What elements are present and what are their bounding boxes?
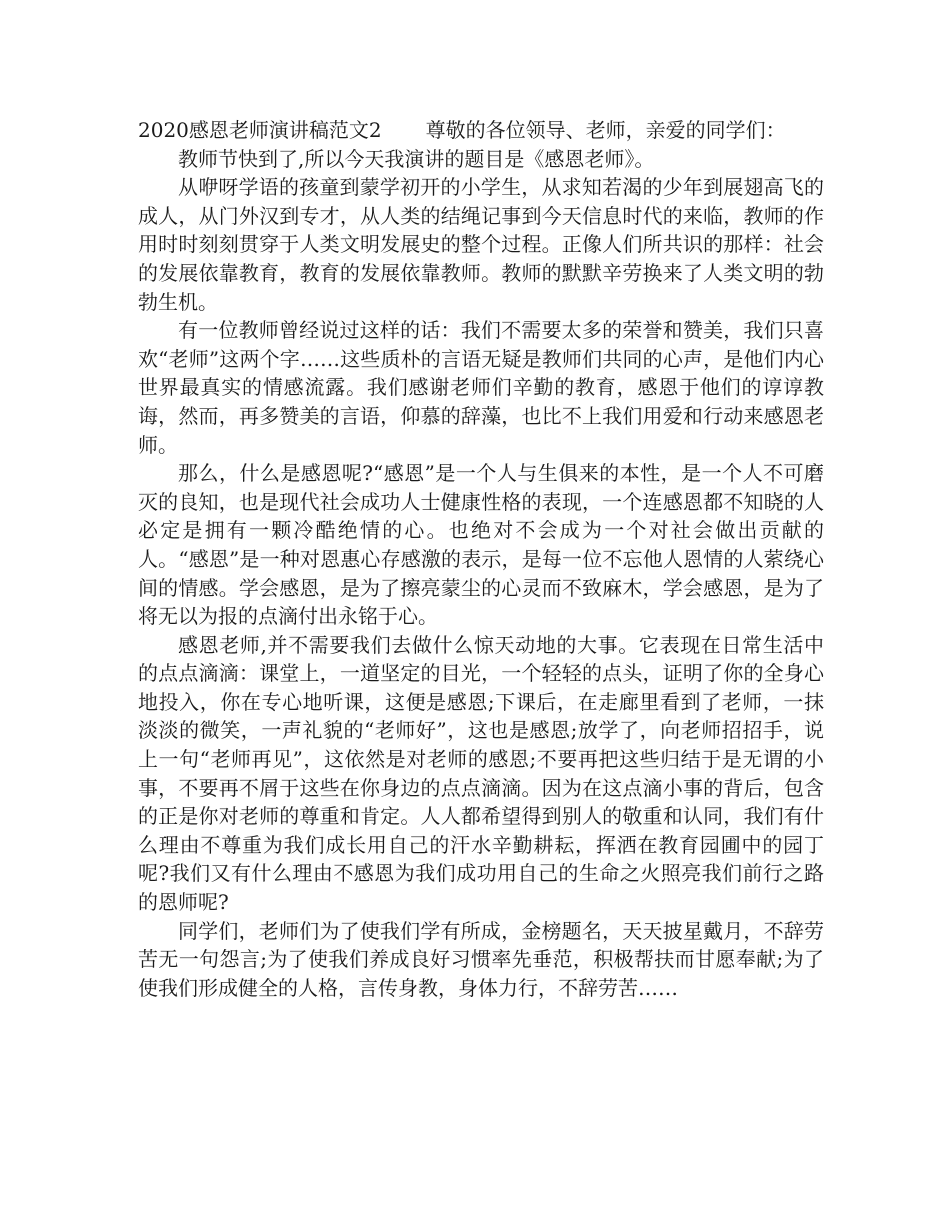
paragraph-2: 从咿呀学语的孩童到蒙学初开的小学生，从求知若渴的少年到展翅高飞的成人，从门外汉到专才，从人类的结绳记事到今天信息时代的来临，教师的作用时时刻刻贯穿于人类文明发展史的整个过程。正像人们所共识的那样：社会的发展依靠教育，教育的发展依靠教师。教师的默默辛劳换来了人类文明的勃勃生机。 — [138, 175, 824, 314]
paragraph-5: 感恩老师,并不需要我们去做什么惊天动地的大事。它表现在日常生活中的点点滴滴：课堂上，一道坚定的目光，一个轻轻的点头，证明了你的全身心地投入，你在专心地听课，这便是感恩;下课后，在走廊里看到了老师，一抹淡淡的微笑，一声礼貌的“老师好”，这也是感恩;放学了，向老师招招手，说上一句“老师再见”，这依然是对老师的感恩;不要再把这些归结于是无谓的小事，不要再不屑于这些在你身边的点点滴滴。因为在这点滴小事的背后，包含的正是你对老师的尊重和肯定。人人都希望得到别人的敬重和认同，我们有什么理由不尊重为我们成长用自己的汗水辛勤耕耘，挥洒在教育园圃中的园丁呢?我们又有什么理由不感恩为我们成功用自己的生命之火照亮我们前行之路的恩师呢? — [138, 632, 824, 915]
document-body — [138, 116, 824, 1002]
document-title: 2020感恩老师演讲稿范文2 — [138, 118, 382, 142]
salutation: 尊敬的各位领导、老师，亲爱的同学们： — [425, 118, 786, 142]
paragraph-1: 教师节快到了,所以今天我演讲的题目是《感恩老师》。 — [178, 146, 655, 171]
title-line — [138, 116, 824, 145]
paragraph-6: 同学们，老师们为了使我们学有所成，金榜题名，天天披星戴月，不辞劳苦无一句怨言;为了使我们养成良好习惯率先垂范，积极帮扶而甘愿奉献;为了使我们形成健全的人格，言传身教，身体力行，不辞劳苦…… — [138, 918, 824, 1000]
paragraph-4: 那么，什么是感恩呢?“感恩”是一个人与生俱来的本性，是一个人不可磨灭的良知，也是现代社会成功人士健康性格的表现，一个连感恩都不知晓的人必定是拥有一颗冷酷绝情的心。也绝对不会成为一个对社会做出贡献的人。“感恩”是一种对恩惠心存感激的表示，是每一位不忘他人恩情的人萦绕心间的情感。学会感恩，是为了擦亮蒙尘的心灵而不致麻木，学会感恩，是为了将无以为报的点滴付出永铭于心。 — [138, 461, 824, 629]
paragraph-3: 有一位教师曾经说过这样的话：我们不需要太多的荣誉和赞美，我们只喜欢“老师”这两个字……这些质朴的言语无疑是教师们共同的心声，是他们内心世界最真实的情感流露。我们感谢老师们辛勤的教育，感恩于他们的谆谆教诲，然而，再多赞美的言语，仰慕的辞藻，也比不上我们用爱和行动来感恩老师。 — [138, 318, 824, 457]
